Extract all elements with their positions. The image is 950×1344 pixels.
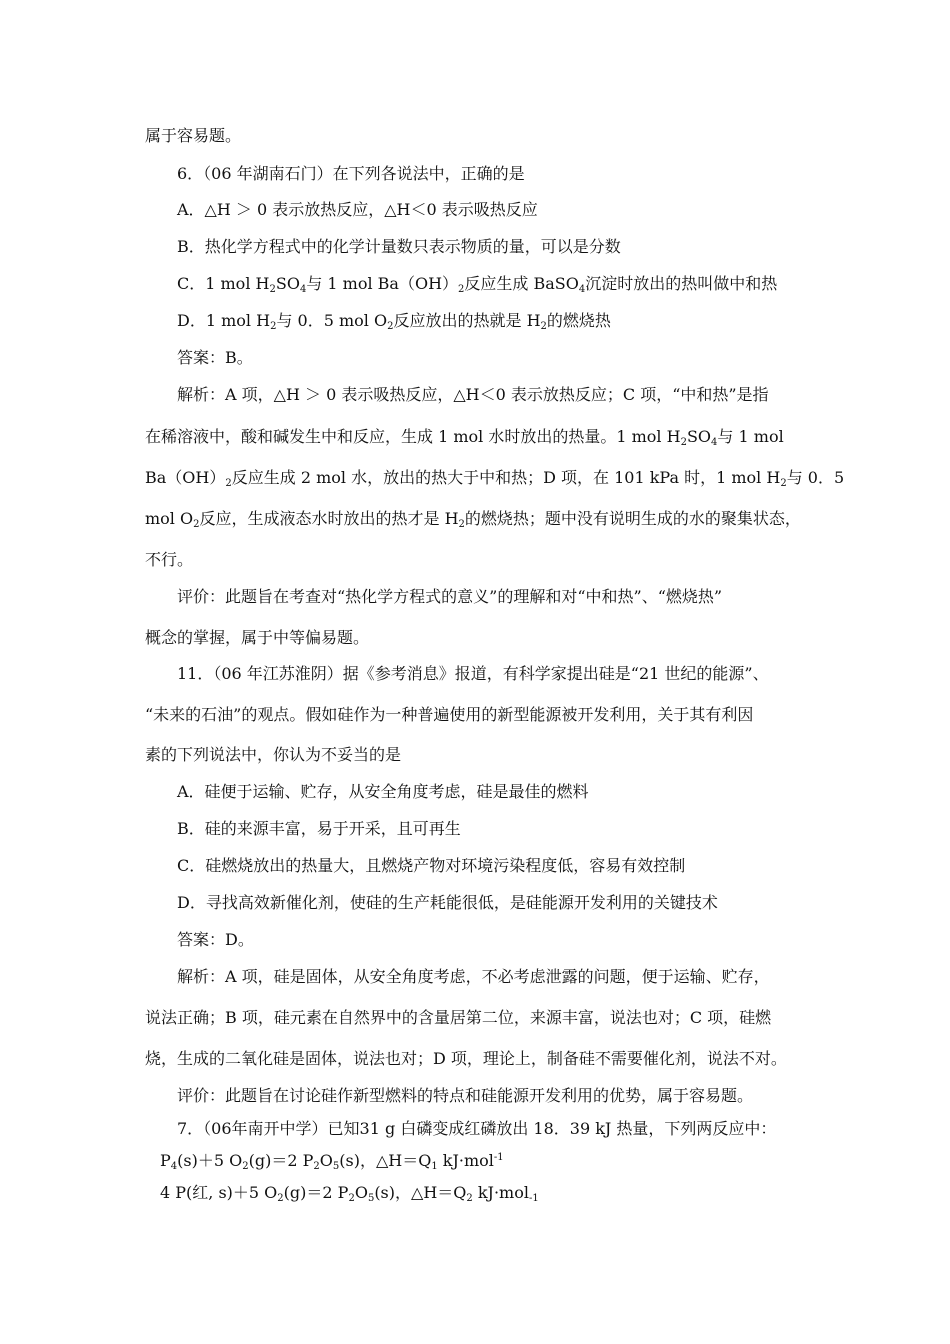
q6-option-d: D．1 mol $H_2$与 0．5 mol $O_2$反应放出的热就是 $H_2$的燃烧热 <box>177 311 611 332</box>
q11-stem-line-1: 11．（06 年江苏淮阴）据《参考消息》报道，有科学家提出硅是“21 世纪的能源”、 <box>177 664 769 683</box>
q6-review-line-2: 概念的掌握，属于中等偏易题。 <box>145 628 370 647</box>
q6-analysis-line-4: mol $O_2$反应，生成液态水时放出的热才是 $H_2$的燃烧热；题中没有说明生成的水的聚集状态， <box>145 509 801 530</box>
prev-review-tail: 属于容易题。 <box>145 126 242 145</box>
q11-analysis-line-1: 解析：A 项，硅是固体，从安全角度考虑，不必考虑泄露的问题，便于运输、贮存， <box>177 967 770 986</box>
q6-analysis-line-3: $Ba(OH)_2$反应生成 2 mol 水，放出的热大于中和热；D 项，在 101 kPa 时，1 mol $H_2$与 0．5 <box>145 468 845 489</box>
q11-stem-line-2: “未来的石油”的观点。假如硅作为一种普遍使用的新型能源被开发利用，关于其有利因 <box>145 705 754 724</box>
q11-analysis-line-3: 烧，生成的二氧化硅是固体，说法也对；D 项，理论上，制备硅不需要催化剂，说法不对。 <box>145 1049 787 1068</box>
q6-analysis-line-5: 不行。 <box>145 550 194 569</box>
q11-option-c: C．硅燃烧放出的热量大，且燃烧产物对环境污染程度低，容易有效控制 <box>177 856 686 875</box>
q11-option-a: A．硅便于运输、贮存，从安全角度考虑，硅是最佳的燃料 <box>177 782 589 801</box>
q11-review: 评价：此题旨在讨论硅作新型燃料的特点和硅能源开发利用的优势，属于容易题。 <box>177 1086 754 1105</box>
q7-equation-1: $P_4(s)+5$ $O_2(g)=2$ $P_2O_5(s)$，$\triangle H=Q_1$ kJ·mol$^{-1}$ <box>160 1151 504 1172</box>
q6-answer: 答案：B。 <box>177 348 253 367</box>
q6-option-c: C．1 mol $H_2SO_4$与 1 mol $Ba(OH)_2$反应生成 BaSO$_4$沉淀时放出的热叫做中和热 <box>177 274 778 295</box>
q11-option-b: B．硅的来源丰富，易于开采，且可再生 <box>177 819 461 838</box>
q7-equation-2: 4 P(红, s)＋5 $O_2(g)=2$ $P_2O_5(s)$，$\triangle H=Q_2$ kJ·mol$_{-1}$ <box>160 1183 539 1204</box>
q6-option-a: A．△H ＞ 0 表示放热反应，△H＜0 表示吸热反应 <box>177 200 538 219</box>
q6-review-line-1: 评价：此题旨在考查对“热化学方程式的意义”的理解和对“中和热”、“燃烧热” <box>177 587 723 606</box>
q6-option-b: B．热化学方程式中的化学计量数只表示物质的量，可以是分数 <box>177 237 621 256</box>
q6-stem: 6．（06 年湖南石门）在下列各说法中，正确的是 <box>177 164 525 183</box>
q6-analysis-line-2: 在稀溶液中，酸和碱发生中和反应，生成 1 mol 水时放出的热量。1 mol $H_2SO_4$与 1 mol <box>145 427 784 448</box>
q11-option-d: D．寻找高效新催化剂，使硅的生产耗能很低，是硅能源开发利用的关键技术 <box>177 893 718 912</box>
q11-stem-line-3: 素的下列说法中，你认为不妥当的是 <box>145 745 402 764</box>
q11-analysis-line-2: 说法正确；B 项，硅元素在自然界中的含量居第二位，来源丰富，说法也对；C 项，硅燃 <box>145 1008 772 1027</box>
q7-stem: 7．（06年南开中学）已知31 g 白磷变成红磷放出 18．39 kJ 热量，下列两反应中： <box>177 1119 777 1138</box>
q11-answer: 答案：D。 <box>177 930 254 949</box>
q6-analysis-line-1: 解析：A 项，△H ＞ 0 表示吸热反应，△H＜0 表示放热反应；C 项，“中和热”是指 <box>177 385 769 404</box>
